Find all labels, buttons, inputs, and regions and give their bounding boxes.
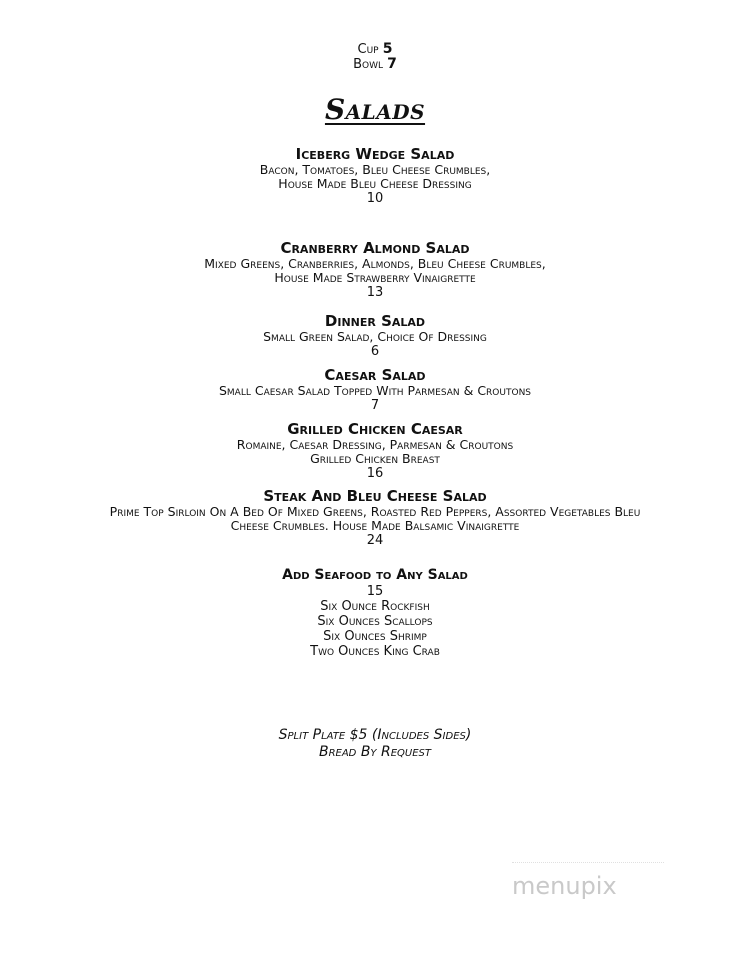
item-description: Grilled Chicken Breast [310,451,440,466]
item-price: 6 [370,344,380,359]
menu-item [0,146,750,206]
section-title: Salads [324,93,426,126]
soup-size-price: 5 [382,41,393,57]
menu-item [0,421,750,481]
item-description: Mixed Greens, Cranberries, Almonds, Bleu Cheese Crumbles, [204,256,546,271]
item-description: Small Caesar Salad Topped With Parmesan & Croutons [218,383,532,398]
item-price: 24 [366,533,384,548]
watermark-divider [512,862,664,863]
soup-size-cup [0,42,750,57]
item-description: House Made Strawberry Vinaigrette [274,270,476,285]
addon-title: Add Seafood to Any Salad [282,567,468,583]
item-name: Grilled Chicken Caesar [287,420,463,438]
item-price: 13 [366,285,384,300]
item-description: Romaine, Caesar Dressing, Parmesan & Croutons [236,437,514,452]
soup-size-price: 7 [387,56,397,72]
addon-option: Six Ounce Rockfish [320,599,430,614]
item-name: Dinner Salad [324,312,426,330]
addon-option: Two Ounces King Crab [310,644,440,659]
split-plate-note: Split Plate $5 (Includes Sides) [278,727,472,743]
item-price: 16 [366,466,384,481]
item-description: House Made Bleu Cheese Dressing [278,176,472,191]
item-description: Small Green Salad, Choice Of Dressing [263,329,487,344]
footer-notes [0,727,750,761]
menu-item [0,488,750,548]
soup-size-bowl [0,57,750,72]
watermark-logo: menupix [512,872,617,900]
seafood-addon [0,567,750,659]
addon-price: 15 [366,584,384,599]
soup-size-label: Bowl [353,57,384,72]
menu-item [0,367,750,413]
menu-item [0,313,750,359]
menu-item [0,240,750,300]
item-name: Cranberry Almond Salad [280,239,470,257]
addon-option: Six Ounces Shrimp [323,629,427,644]
item-name: Steak And Bleu Cheese Salad [263,487,487,505]
item-description: Bacon, Tomatoes, Bleu Cheese Crumbles, [259,162,491,177]
bread-note: Bread By Request [318,744,432,760]
item-name: Iceberg Wedge Salad [295,145,455,163]
item-price: 7 [370,398,380,413]
addon-option: Six Ounces Scallops [317,614,433,629]
item-name: Caesar Salad [324,366,426,384]
item-description: Prime Top Sirloin On A Bed Of Mixed Greens, Roasted Red Peppers, Assorted Vegetables Bleu [109,504,641,519]
soup-size-label: Cup [357,42,379,57]
item-description: Cheese Crumbles. House Made Balsamic Vinaigrette [230,518,520,533]
soup-sizes [0,42,750,72]
item-price: 10 [366,191,384,206]
